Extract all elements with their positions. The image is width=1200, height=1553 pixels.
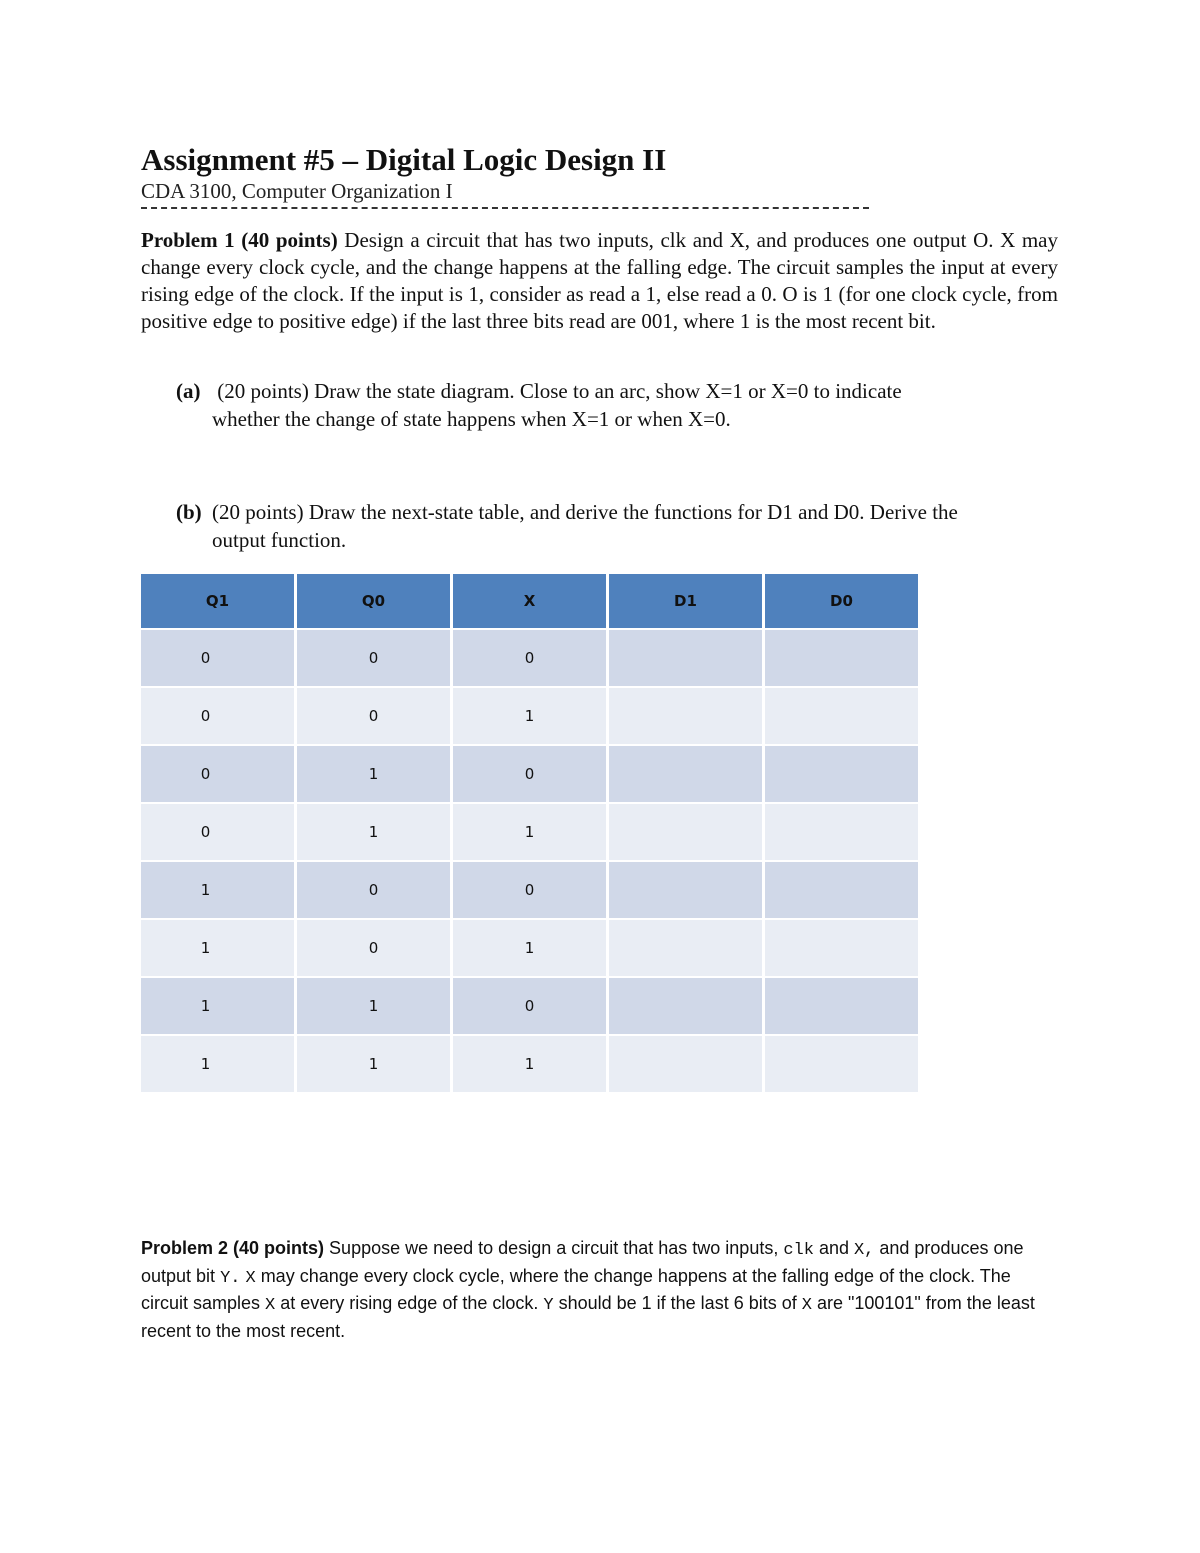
cell-d0[interactable] bbox=[765, 978, 918, 1034]
cell-d1[interactable] bbox=[609, 920, 762, 976]
code-x: X bbox=[265, 1296, 276, 1315]
table-row bbox=[141, 630, 918, 686]
cell-d1[interactable] bbox=[609, 804, 762, 860]
cell-d0[interactable] bbox=[765, 1036, 918, 1092]
table-row bbox=[141, 1036, 918, 1092]
cell-q1: 1 bbox=[141, 1036, 294, 1092]
problem-1-statement bbox=[141, 227, 1058, 335]
cell-x: 1 bbox=[453, 920, 606, 976]
cell-x: 0 bbox=[453, 746, 606, 802]
header-q0: Q0 bbox=[297, 574, 450, 628]
cell-x: 0 bbox=[453, 978, 606, 1034]
cell-x: 1 bbox=[453, 688, 606, 744]
table-row bbox=[141, 746, 918, 802]
table-row bbox=[141, 862, 918, 918]
cell-q1: 0 bbox=[141, 804, 294, 860]
cell-d0[interactable] bbox=[765, 746, 918, 802]
cell-q0: 0 bbox=[297, 630, 450, 686]
part-b-line-1: (20 points) Draw the next-state table, and derive the functions for D1 and D0. Derive the bbox=[212, 500, 958, 524]
code-x: X, bbox=[853, 1241, 875, 1260]
problem-1-text: Design a circuit that has two inputs, clk and X, and produces one output O. X may change every clock cycle, and the change happens at the falling edge. The circuit samples the input at every rising edge of the clock. If the input is 1, consider as read a 1, else read a 0. O is 1 (for one clock cycle, from positive edge to positive edge) if the last three bits read are 001, where 1 is the most recent bit. bbox=[141, 228, 1058, 333]
cell-d0[interactable] bbox=[765, 630, 918, 686]
table-row bbox=[141, 804, 918, 860]
table-row bbox=[141, 978, 918, 1034]
cell-q1: 1 bbox=[141, 920, 294, 976]
cell-q1: 0 bbox=[141, 688, 294, 744]
cell-d0[interactable] bbox=[765, 920, 918, 976]
cell-d1[interactable] bbox=[609, 862, 762, 918]
cell-q0: 0 bbox=[297, 920, 450, 976]
problem-2-label: Problem 2 (40 points) bbox=[141, 1238, 325, 1258]
problem-1-part-a bbox=[176, 377, 1056, 433]
cell-q1: 0 bbox=[141, 630, 294, 686]
cell-q0: 1 bbox=[297, 978, 450, 1034]
cell-q0: 1 bbox=[297, 1036, 450, 1092]
dashed-divider bbox=[141, 207, 869, 209]
cell-x: 1 bbox=[453, 804, 606, 860]
document-subtitle: CDA 3100, Computer Organization I bbox=[141, 179, 453, 203]
code-y: Y. bbox=[220, 1268, 241, 1288]
header-q1: Q1 bbox=[141, 574, 294, 628]
cell-x: 1 bbox=[453, 1036, 606, 1092]
code-y: Y bbox=[543, 1296, 554, 1315]
table-header-row bbox=[141, 574, 918, 628]
table-row bbox=[141, 920, 918, 976]
cell-d1[interactable] bbox=[609, 746, 762, 802]
cell-q0: 0 bbox=[297, 688, 450, 744]
code-x: X bbox=[245, 1268, 256, 1288]
problem-1-part-b bbox=[176, 498, 1056, 554]
part-a-line-1: (20 points) Draw the state diagram. Close to an arc, show X=1 or X=0 to indicate bbox=[212, 379, 902, 403]
cell-x: 0 bbox=[453, 862, 606, 918]
cell-d0[interactable] bbox=[765, 862, 918, 918]
header-d0: D0 bbox=[765, 574, 918, 628]
cell-q1: 0 bbox=[141, 746, 294, 802]
cell-q1: 1 bbox=[141, 862, 294, 918]
cell-d1[interactable] bbox=[609, 630, 762, 686]
problem-1-label: Problem 1 (40 points) bbox=[141, 228, 338, 252]
part-a-letter: (a) bbox=[176, 379, 201, 403]
problem-2-text: and produces one output bit bbox=[141, 1238, 1024, 1286]
cell-d1[interactable] bbox=[609, 978, 762, 1034]
header-d1: D1 bbox=[609, 574, 762, 628]
part-b-line-2: output function. bbox=[212, 528, 347, 552]
code-x: X bbox=[801, 1296, 812, 1315]
cell-d1[interactable] bbox=[609, 1036, 762, 1092]
problem-2-text: at every rising edge of the clock. bbox=[275, 1293, 544, 1313]
problem-2-statement bbox=[141, 1236, 1061, 1343]
part-b-letter: (b) bbox=[176, 500, 202, 524]
cell-d0[interactable] bbox=[765, 688, 918, 744]
table-row bbox=[141, 688, 918, 744]
part-a-line-2: whether the change of state happens when X=1 or when X=0. bbox=[212, 407, 731, 431]
cell-q0: 1 bbox=[297, 804, 450, 860]
header-x: X bbox=[453, 574, 606, 628]
cell-q0: 1 bbox=[297, 746, 450, 802]
cell-d1[interactable] bbox=[609, 688, 762, 744]
cell-x: 0 bbox=[453, 630, 606, 686]
cell-d0[interactable] bbox=[765, 804, 918, 860]
problem-2-text: and bbox=[813, 1238, 854, 1258]
next-state-table bbox=[138, 572, 921, 1094]
cell-q0: 0 bbox=[297, 862, 450, 918]
problem-2-text: are "100101" from the least recent to the most recent. bbox=[141, 1293, 1035, 1341]
cell-q1: 1 bbox=[141, 978, 294, 1034]
problem-2-text: Suppose we need to design a circuit that has two inputs, bbox=[324, 1238, 784, 1258]
document-title: Assignment #5 – Digital Logic Design II bbox=[141, 142, 667, 177]
problem-2-text: should be 1 if the last 6 bits of bbox=[553, 1293, 802, 1313]
code-clk: clk bbox=[783, 1241, 814, 1260]
problem-2-text: may change every clock cycle, where the change happens at the falling edge of the clock. The circuit samples bbox=[141, 1265, 1011, 1313]
